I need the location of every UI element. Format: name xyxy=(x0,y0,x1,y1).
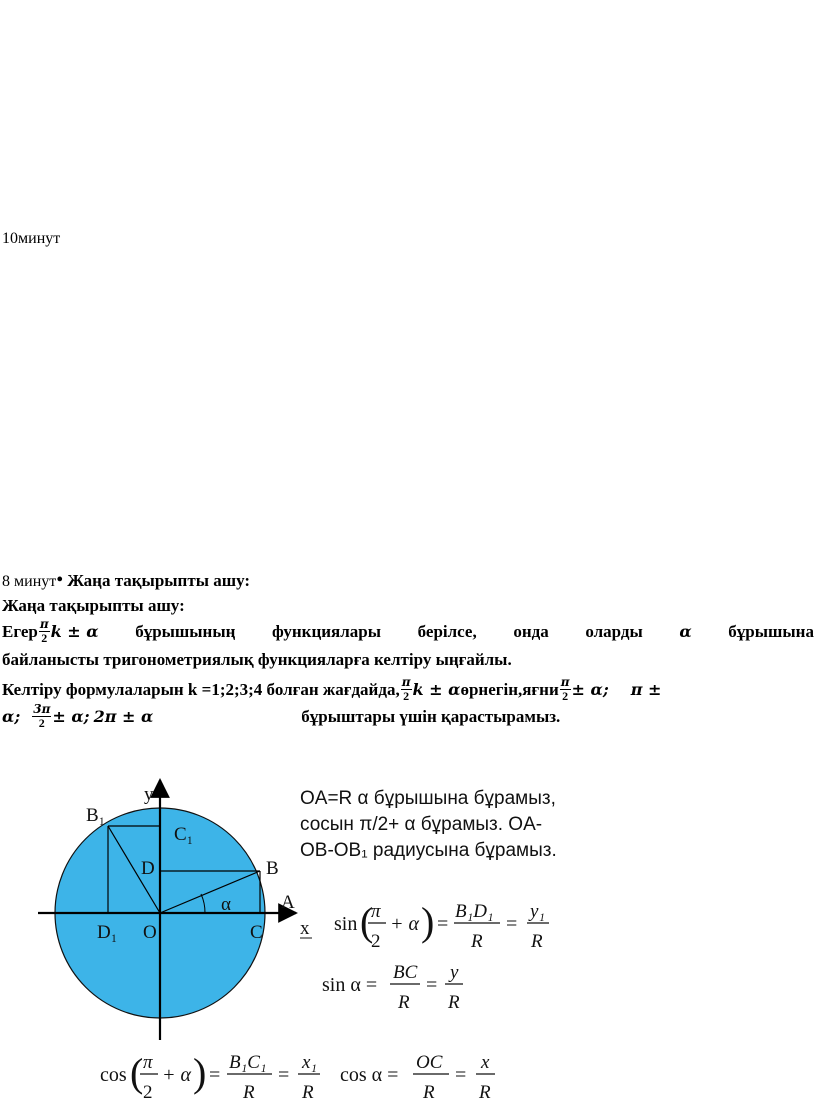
section-title-repeat: Жаңа тақырыпты ашу: xyxy=(2,596,185,615)
svg-text:+ α: + α xyxy=(162,1064,191,1086)
pi-over-2-fraction: $\frac{\pi}{2}$ xyxy=(401,675,411,703)
svg-text:R: R xyxy=(531,931,543,952)
label-O: O xyxy=(143,922,157,943)
svg-text:): ) xyxy=(421,899,435,944)
para1-start: Егер xyxy=(2,621,38,641)
time-label-8: 8 минут xyxy=(2,573,57,590)
three-pi-over-2-fraction: $\frac{3\pi}{2}$ xyxy=(33,702,51,730)
svg-text:+ α: + α xyxy=(390,913,419,935)
svg-text:(: ( xyxy=(360,899,374,944)
svg-text:R: R xyxy=(423,1082,435,1103)
svg-text:y: y xyxy=(450,962,459,983)
label-C1: C₁ xyxy=(174,824,194,845)
label-D: D xyxy=(141,858,155,879)
formula-cos-alpha xyxy=(340,1052,495,1103)
svg-text:sin: sin xyxy=(334,913,358,935)
label-A: A xyxy=(281,892,295,913)
bullet-icon: • xyxy=(56,569,64,591)
svg-text:R: R xyxy=(471,931,483,952)
svg-text:=: = xyxy=(209,1064,221,1086)
svg-text:BC: BC xyxy=(393,962,418,983)
para3-start: Келтіру формулаларын k =1;2;3;4 болған жағдайда, xyxy=(2,679,400,699)
para1-word: функциялары xyxy=(272,621,382,641)
svg-text:π: π xyxy=(371,901,381,922)
svg-text:): ) xyxy=(193,1050,207,1095)
svg-text:R: R xyxy=(448,992,460,1013)
label-x: x xyxy=(300,918,310,939)
svg-text:=: = xyxy=(506,913,518,935)
figure-description-line: сосын π/2+ α бұрамыз. OA- xyxy=(300,814,543,835)
formula-cos-shift xyxy=(100,1050,320,1103)
svg-text:=: = xyxy=(278,1064,290,1086)
svg-text:R: R xyxy=(243,1082,255,1103)
svg-text:B₁C₁: B₁C₁ xyxy=(229,1052,267,1073)
section-header-line xyxy=(2,569,250,592)
label-alpha: α xyxy=(221,894,231,915)
label-B1: B₁ xyxy=(86,805,106,826)
paragraph-2: байланысты тригонометриялық функцияларға келтіру ыңғайлы. xyxy=(2,650,512,669)
svg-text:R: R xyxy=(479,1082,491,1103)
paragraph-3 xyxy=(2,676,661,703)
svg-text:2: 2 xyxy=(143,1082,153,1103)
svg-text:B₁D₁: B₁D₁ xyxy=(455,901,494,922)
paragraph-1 xyxy=(2,618,814,645)
para1-word: оларды xyxy=(585,621,643,641)
figure-description-line: OA=R α бұрышына бұрамыз, xyxy=(300,788,556,809)
time-label-10: 10минут xyxy=(2,230,61,247)
svg-text:R: R xyxy=(302,1082,314,1103)
svg-text:(: ( xyxy=(130,1050,144,1095)
svg-text:=: = xyxy=(426,974,438,996)
para1-word: онда xyxy=(513,621,549,641)
svg-text:2: 2 xyxy=(371,931,381,952)
para4-expr2: 2π ± α xyxy=(93,707,154,726)
pi-over-2-fraction: $\frac{\pi}{2}$ xyxy=(560,675,570,703)
para1-word: бұрышына xyxy=(728,621,814,641)
para1-word: бұрышының xyxy=(135,621,236,641)
para4-tail: бұрыштары үшін қарастырамыз. xyxy=(301,706,561,726)
pi-over-2-fraction: $\frac{\pi}{2}$ xyxy=(39,617,49,645)
label-D1: D₁ xyxy=(97,922,118,943)
para1-word: берілсе, xyxy=(417,621,477,641)
para4-expr1: ± α; xyxy=(52,707,90,726)
label-C: C xyxy=(250,922,263,943)
figure-description-line: OB-OB₁ радиусына бұрамыз. xyxy=(300,840,557,861)
para1-alpha: α xyxy=(679,622,692,641)
svg-text:y₁: y₁ xyxy=(530,901,546,922)
formulas xyxy=(0,770,816,1120)
svg-text:=: = xyxy=(455,1064,467,1086)
svg-text:OC: OC xyxy=(416,1052,443,1073)
svg-text:x₁: x₁ xyxy=(302,1052,318,1073)
para1-expr: k ± α xyxy=(50,622,99,641)
formula-sin-shift xyxy=(334,899,549,952)
section-title: Жаңа тақырыпты ашу: xyxy=(67,571,251,590)
para3-expr-k: k ± α xyxy=(412,680,461,699)
svg-text:π: π xyxy=(143,1052,153,1073)
svg-text:x: x xyxy=(481,1052,490,1073)
para3-expr-a: ± α; xyxy=(571,680,609,699)
paragraph-4 xyxy=(2,703,560,730)
svg-text:cos: cos xyxy=(100,1064,127,1086)
svg-text:=: = xyxy=(437,913,449,935)
label-y: y xyxy=(144,784,154,805)
label-B: B xyxy=(266,858,279,879)
para4-alpha: α; xyxy=(2,707,21,726)
svg-text:sin α =: sin α = xyxy=(322,974,378,996)
svg-text:R: R xyxy=(398,992,410,1013)
para3-pi-expr: π ± xyxy=(630,680,662,699)
svg-text:cos α =: cos α = xyxy=(340,1064,399,1086)
para3-mid: өрнегін,яғни xyxy=(460,679,559,699)
formula-sin-alpha xyxy=(322,962,463,1013)
